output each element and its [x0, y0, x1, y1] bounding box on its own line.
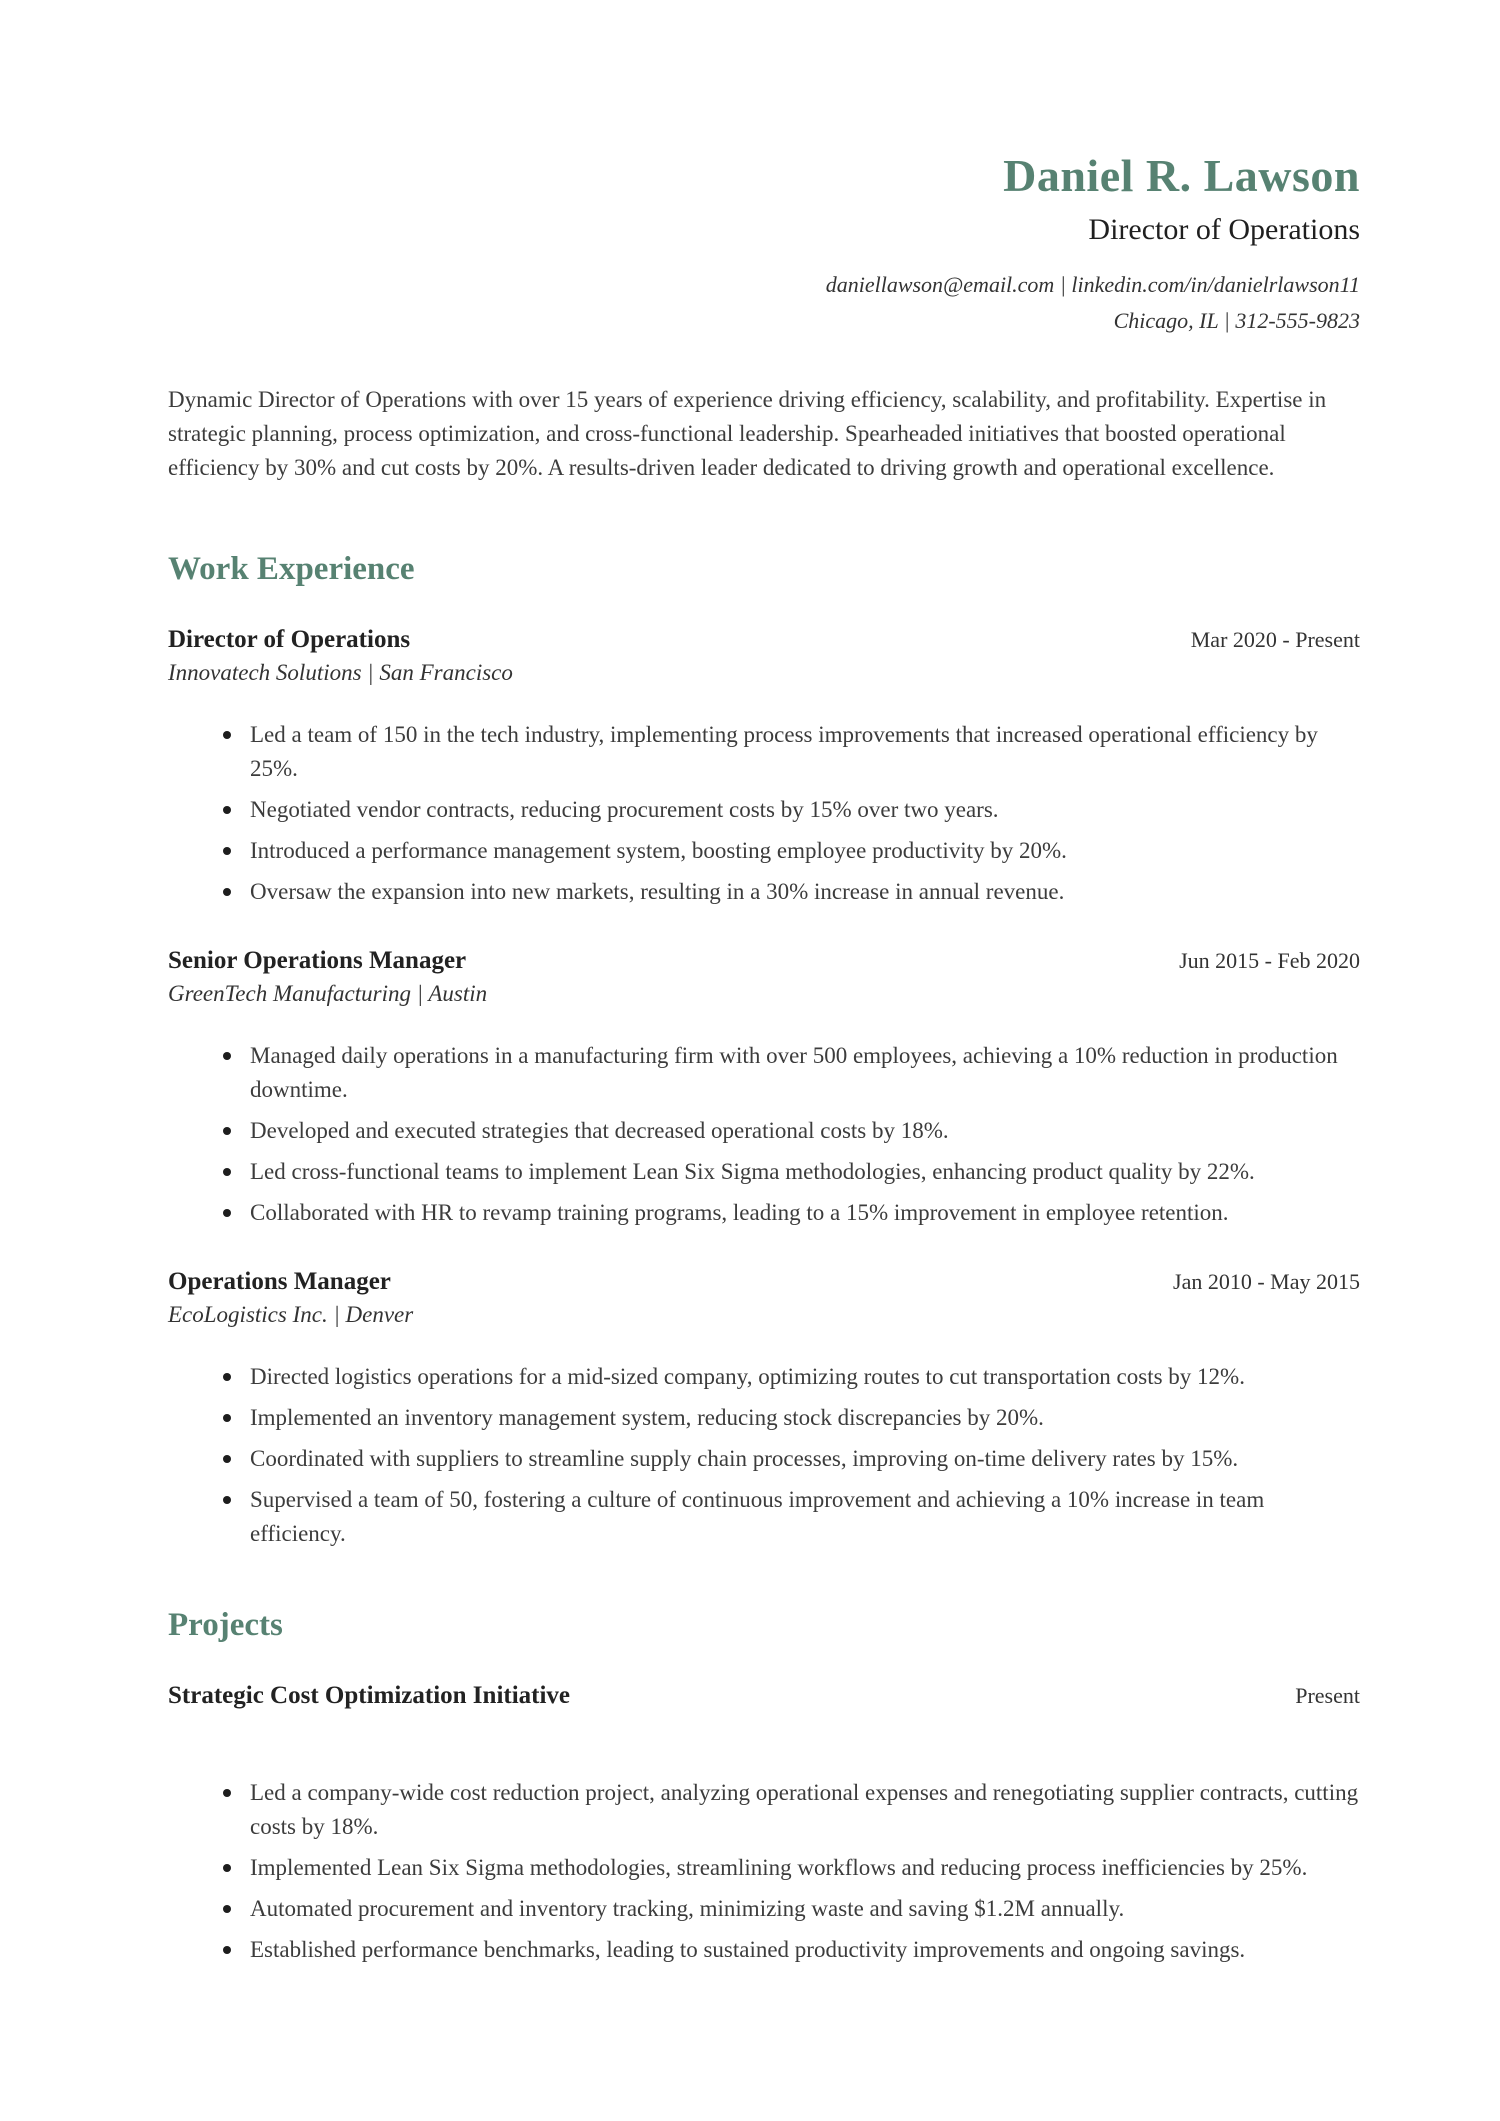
project-bullet: Led a company-wide cost reduction project, analyzing operational expenses and renegotiating supplier contracts, cutting costs by 18%. — [250, 1776, 1360, 1844]
project-header — [168, 1682, 1360, 1710]
job-bullet: Implemented an inventory management system, reducing stock discrepancies by 20%. — [250, 1401, 1360, 1435]
job-bullet: Coordinated with suppliers to streamline supply chain processes, improving on-time delivery rates by 15%. — [250, 1442, 1360, 1476]
job-bullet: Developed and executed strategies that decreased operational costs by 18%. — [250, 1114, 1360, 1148]
section-heading-projects: Projects — [168, 1606, 283, 1643]
job-company: GreenTech Manufacturing | Austin — [168, 980, 488, 1006]
job-bullet-list — [168, 1039, 1360, 1230]
job-date: Jan 2010 - May 2015 — [1173, 1268, 1360, 1294]
job-bullet: Oversaw the expansion into new markets, resulting in a 30% increase in annual revenue. — [250, 875, 1360, 909]
project-date: Present — [1295, 1682, 1360, 1708]
person-title: Director of Operations — [1088, 212, 1360, 246]
contact-line-email-linkedin: daniellawson@email.com | linkedin.com/in/danielrlawson11 — [825, 271, 1360, 297]
job-header — [168, 626, 1360, 654]
project-bullet: Implemented Lean Six Sigma methodologies, streamlining workflows and reducing process inefficiencies by 25%. — [250, 1851, 1360, 1885]
contact-block — [168, 267, 1360, 339]
job-date: Jun 2015 - Feb 2020 — [1179, 947, 1360, 973]
job-entry-senior-operations-manager — [168, 947, 1360, 1230]
contact-line-location-phone: Chicago, IL | 312-555-9823 — [1113, 307, 1360, 333]
project-title: Strategic Cost Optimization Initiative — [168, 1681, 571, 1709]
project-bullet: Established performance benchmarks, leading to sustained productivity improvements and ongoing savings. — [250, 1933, 1360, 1967]
project-bullet: Automated procurement and inventory tracking, minimizing waste and saving $1.2M annually. — [250, 1892, 1360, 1926]
job-header — [168, 947, 1360, 975]
project-entry-cost-optimization — [168, 1682, 1360, 1967]
job-company: Innovatech Solutions | San Francisco — [168, 659, 513, 685]
resume-header — [168, 150, 1360, 339]
job-bullet: Directed logistics operations for a mid-sized company, optimizing routes to cut transportation costs by 12%. — [250, 1360, 1360, 1394]
job-bullet: Negotiated vendor contracts, reducing procurement costs by 15% over two years. — [250, 793, 1360, 827]
job-bullet: Led cross-functional teams to implement Lean Six Sigma methodologies, enhancing product quality by 22%. — [250, 1155, 1360, 1189]
job-date: Mar 2020 - Present — [1190, 626, 1360, 652]
job-header — [168, 1268, 1360, 1296]
job-title: Operations Manager — [168, 1267, 391, 1295]
professional-summary: Dynamic Director of Operations with over 15 years of experience driving efficiency, scalability, and profitability. Expertise in strategic planning, process optimization, and cross-functional leadership. Spearheaded initiatives that boosted operational efficiency by 30% and cut costs by 20%. A results-driven leader dedicated to driving growth and operational excellence. — [168, 386, 1327, 480]
job-bullet-list — [168, 718, 1360, 909]
job-title: Director of Operations — [168, 625, 411, 653]
project-bullet-list — [168, 1776, 1360, 1967]
job-bullet-list — [168, 1360, 1360, 1551]
job-company: EcoLogistics Inc. | Denver — [168, 1301, 414, 1327]
person-name: Daniel R. Lawson — [1003, 150, 1360, 201]
job-bullet: Led a team of 150 in the tech industry, implementing process improvements that increased operational efficiency by 25%. — [250, 718, 1360, 786]
job-bullet: Collaborated with HR to revamp training programs, leading to a 15% improvement in employee retention. — [250, 1196, 1360, 1230]
section-heading-work-experience: Work Experience — [168, 550, 415, 587]
job-entry-operations-manager — [168, 1268, 1360, 1551]
job-title: Senior Operations Manager — [168, 946, 467, 974]
job-bullet: Supervised a team of 50, fostering a culture of continuous improvement and achieving a 10% increase in team efficiency. — [250, 1483, 1360, 1551]
job-entry-director-of-operations — [168, 626, 1360, 909]
job-bullet: Introduced a performance management system, boosting employee productivity by 20%. — [250, 834, 1360, 868]
job-bullet: Managed daily operations in a manufacturing firm with over 500 employees, achieving a 10% reduction in production downtime. — [250, 1039, 1360, 1107]
